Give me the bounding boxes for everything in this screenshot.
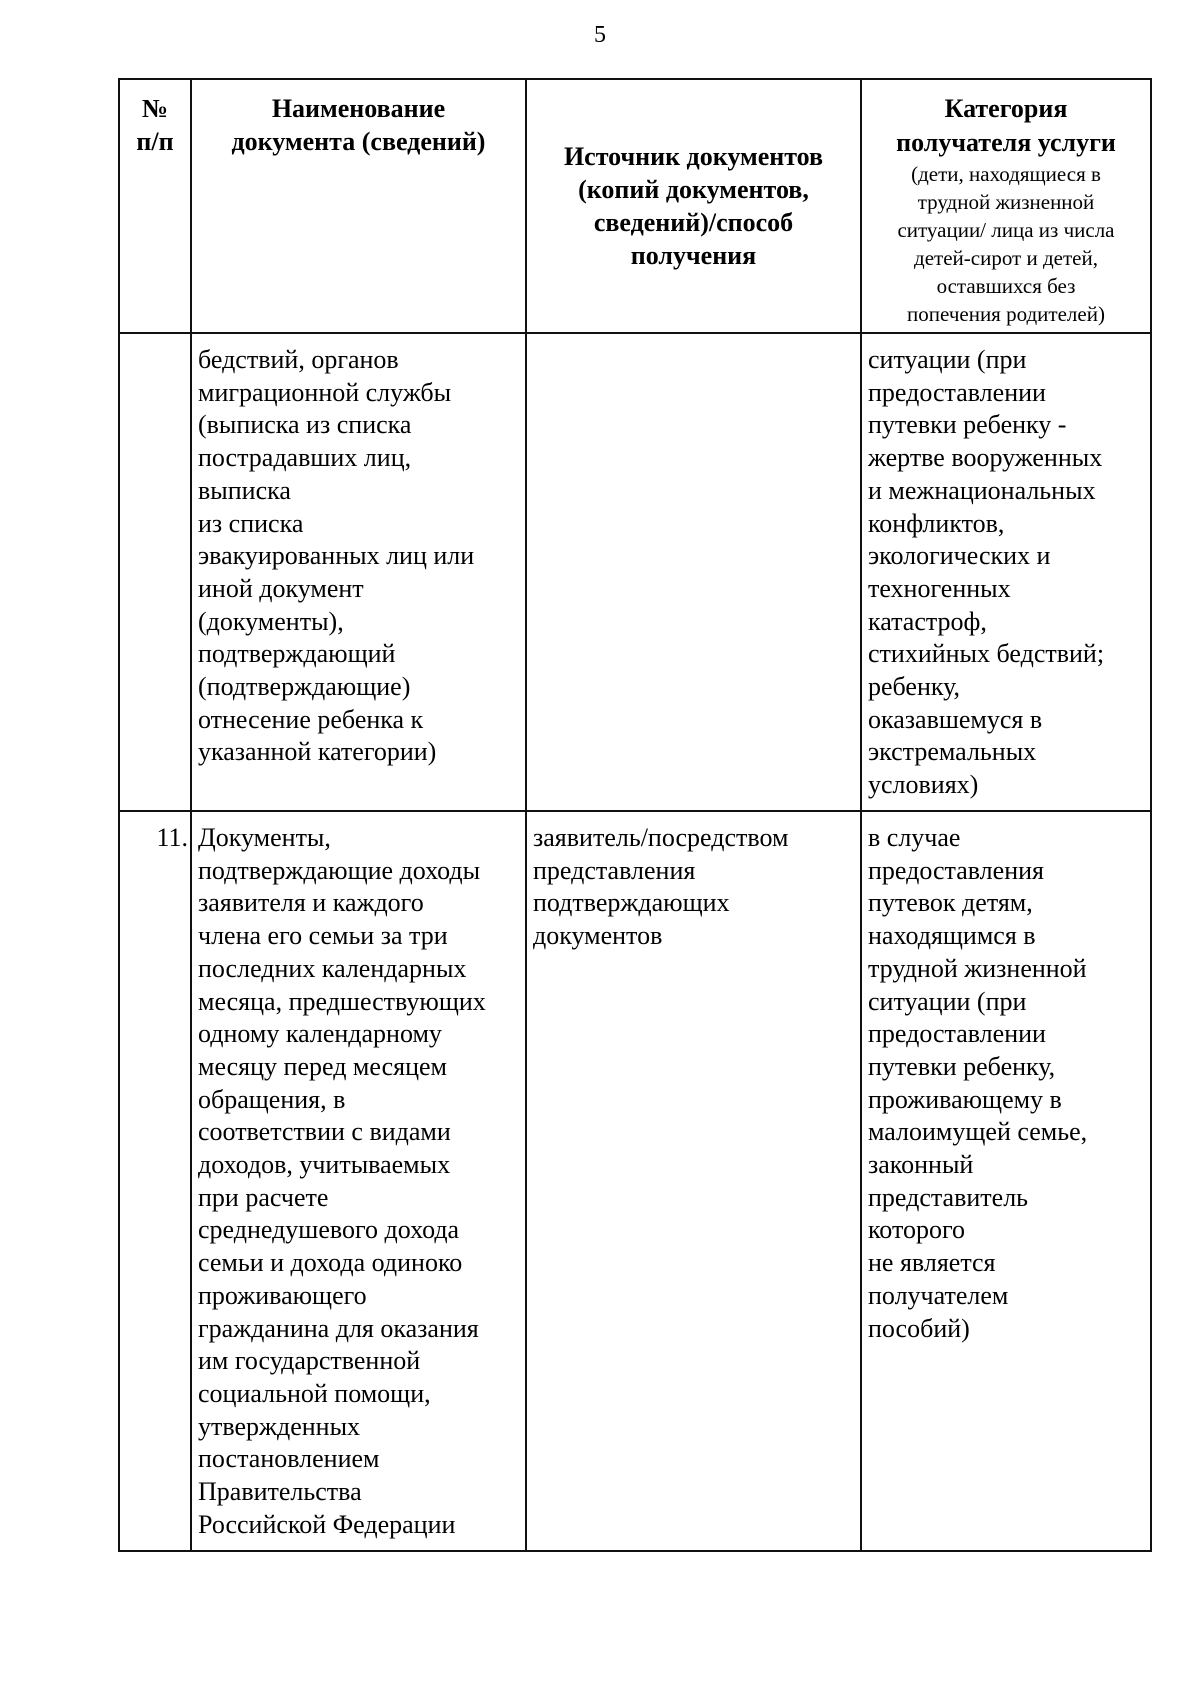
cell-text-line: (документы),: [198, 606, 344, 636]
cell-text-line: соответствии с видами: [198, 1117, 451, 1147]
table-header-row: [119, 79, 1151, 333]
cell-text-line: месяца, предшествующих: [198, 986, 486, 1016]
cell-text-line: путевок детям,: [868, 888, 1033, 918]
cell-text-line: законный: [868, 1150, 974, 1180]
cell-text-line: ситуации (при: [868, 345, 1027, 374]
cell-text-line: месяцу перед месяцем: [198, 1051, 447, 1081]
row-category-cell: [861, 333, 1151, 811]
documents-table: [118, 78, 1152, 1552]
cell-text-line: представления: [533, 855, 696, 885]
cell-text-line: Документы,: [198, 823, 331, 852]
cell-text-line: бедствий, органов: [198, 345, 399, 374]
cell-text-line: представитель: [868, 1182, 1029, 1212]
header-number-line: п/п: [136, 127, 174, 156]
cell-text-line: проживающего: [198, 1280, 367, 1310]
cell-text-line: путевки ребенку,: [868, 1051, 1056, 1081]
cell-text-line: миграционной службы: [198, 377, 452, 407]
header-category-note-line: детей-сирот и детей,: [914, 246, 1098, 270]
cell-text-line: проживающему в: [868, 1084, 1062, 1114]
row-name-cell: [191, 333, 526, 811]
row-number-cell: [119, 333, 191, 811]
header-category-note-line: (дети, находящиеся в: [911, 162, 1101, 186]
cell-text-line: предоставлении: [868, 1019, 1046, 1049]
header-number-cell: [119, 79, 191, 333]
cell-text-line: документов: [533, 921, 663, 951]
cell-text-line: и межнациональных: [868, 475, 1096, 505]
header-source-line: (копий документов,: [578, 175, 809, 204]
cell-text-line: члена его семьи за три: [198, 921, 448, 951]
cell-text-line: пострадавших лиц,: [198, 443, 412, 473]
cell-text-line: заявитель/посредством: [533, 823, 789, 852]
header-category-note-line: попечения родителей): [907, 302, 1105, 326]
row-source-cell: [526, 333, 861, 811]
cell-text-line: оказавшемуся в: [868, 704, 1043, 734]
cell-text-line: экологических и: [868, 541, 1051, 571]
cell-text-line: последних календарных: [198, 953, 467, 983]
cell-text-line: малоимущей семье,: [868, 1117, 1088, 1147]
header-name-cell: [191, 79, 526, 333]
cell-text-line: условиях): [868, 770, 979, 800]
header-source-line: сведений)/способ: [593, 208, 794, 237]
cell-text-line: социальной помощи,: [198, 1378, 431, 1408]
header-source-cell: [526, 79, 861, 333]
page-number: 5: [594, 22, 606, 48]
cell-text-line: одному календарному: [198, 1019, 442, 1049]
row-number-cell: 11.: [119, 811, 191, 1551]
cell-text-line: ситуации (при: [868, 986, 1027, 1016]
cell-text-line: семьи и дохода одиноко: [198, 1248, 463, 1278]
cell-text-line: (подтверждающие): [198, 672, 411, 702]
cell-text-line: среднедушевого дохода: [198, 1215, 460, 1245]
cell-text-line: утвержденных: [198, 1411, 361, 1441]
header-name-line: документа (сведений): [231, 127, 486, 156]
header-category-line: Категория: [944, 94, 1068, 123]
cell-text-line: (выписка из списка: [198, 410, 412, 440]
cell-text-line: при расчете: [198, 1182, 329, 1212]
cell-text-line: пособий): [868, 1313, 970, 1343]
cell-text-line: из списка: [198, 508, 304, 538]
cell-text-line: гражданина для оказания: [198, 1313, 479, 1343]
cell-text-line: экстремальных: [868, 737, 1037, 767]
cell-text-line: стихийных бедствий;: [868, 639, 1105, 669]
cell-text-line: которого: [868, 1215, 966, 1245]
cell-text-line: подтверждающий: [198, 639, 396, 669]
cell-text-line: заявителя и каждого: [198, 888, 424, 918]
header-category-cell: [861, 79, 1151, 333]
cell-text-line: предоставления: [868, 855, 1044, 885]
cell-text-line: подтверждающих: [533, 888, 730, 918]
cell-text-line: указанной категории): [198, 737, 437, 767]
cell-text-line: постановлением: [198, 1444, 380, 1474]
cell-text-line: эвакуированных лиц или: [198, 541, 475, 571]
cell-text-line: находящимся в: [868, 921, 1036, 951]
cell-text-line: катастроф,: [868, 606, 987, 636]
cell-text-line: техногенных: [868, 573, 1011, 603]
cell-text-line: отнесение ребенка к: [198, 704, 424, 734]
cell-text-line: доходов, учитываемых: [198, 1150, 451, 1180]
cell-text-line: иной документ: [198, 573, 364, 603]
cell-text-line: Российской Федерации: [198, 1509, 456, 1539]
header-category-note-line: ситуации/ лица из числа: [897, 218, 1115, 242]
row-source-cell: [526, 811, 861, 1551]
cell-text-line: подтверждающие доходы: [198, 855, 481, 885]
header-category-note-line: трудной жизненной: [917, 190, 1095, 214]
cell-text-line: конфликтов,: [868, 508, 1005, 538]
cell-text-line: путевки ребенку -: [868, 410, 1067, 440]
header-category-note-line: оставшихся без: [936, 274, 1076, 298]
cell-text-line: им государственной: [198, 1346, 421, 1376]
cell-text-line: Правительства: [198, 1477, 362, 1507]
table-row: [119, 333, 1151, 811]
cell-text-line: ребенку,: [868, 672, 961, 702]
header-category-line: получателя услуги: [896, 128, 1116, 157]
row-category-cell: [861, 811, 1151, 1551]
cell-text-line: трудной жизненной: [868, 953, 1087, 983]
header-source-line: получения: [630, 241, 757, 270]
cell-text-line: жертве вооруженных: [868, 443, 1103, 473]
header-number-line: №: [141, 94, 169, 123]
table-row: [119, 811, 1151, 1551]
header-name-line: Наименование: [271, 94, 446, 123]
cell-text-line: получателем: [868, 1280, 1009, 1310]
cell-text-line: в случае: [868, 823, 961, 852]
header-source-line: Источник документов: [563, 142, 824, 171]
cell-text-line: обращения, в: [198, 1084, 346, 1114]
row-name-cell: [191, 811, 526, 1551]
cell-text-line: не является: [868, 1248, 996, 1278]
cell-text-line: предоставлении: [868, 377, 1046, 407]
cell-text-line: выписка: [198, 475, 291, 505]
